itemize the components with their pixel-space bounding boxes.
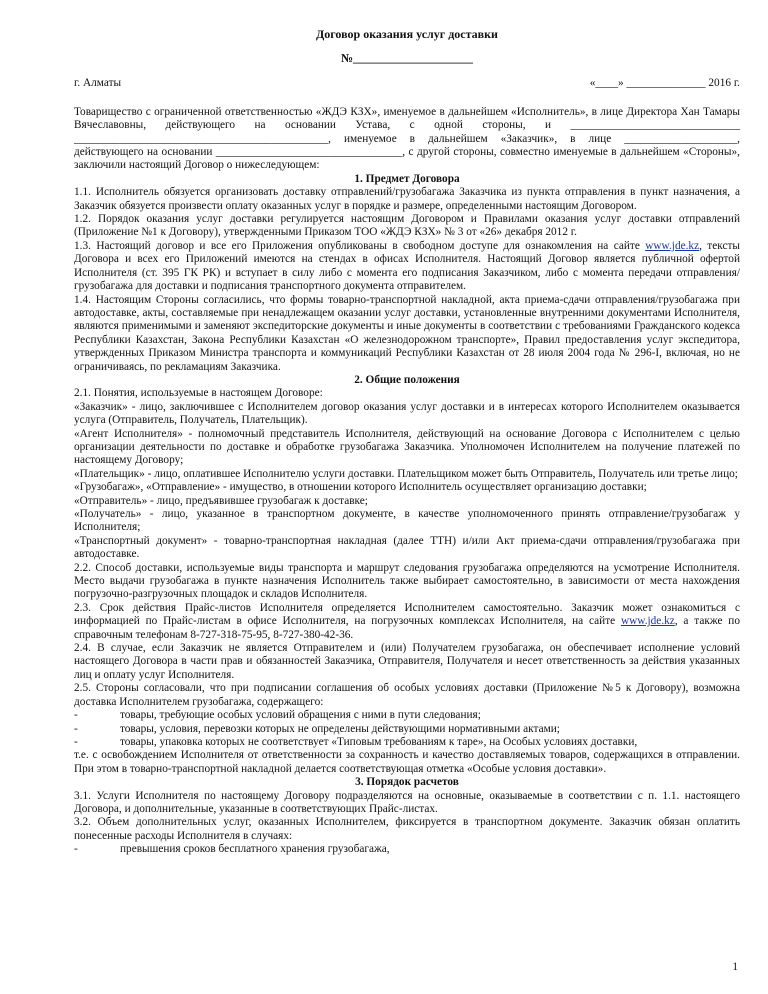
dash-marker: - bbox=[74, 709, 78, 722]
definition-agent: «Агент Исполнителя» - полномочный представитель Исполнителя, действующий на основание Договора с Исполнителем с целью организации деятельности по доставке и обработке грузобагажа Заказчика. Уполномочен Исполнителем на получение платежей по настоящему Договору; bbox=[74, 427, 740, 467]
clause-2-5: 2.5. Стороны согласовали, что при подписании соглашения об особых условиях доставки (Приложение №5 к Договору), возможна доставка Исполнителем грузобагажа, содержащего: bbox=[74, 682, 740, 708]
clause-1-2: 1.2. Порядок оказания услуг доставки регулируется настоящим Договором и Правилами оказания услуг доставки отправлений (Приложение №1 к Договору), утвержденными Приказом ТОО «ЖДЭ КЗХ» № 3 от «26» декабря 2012 г. bbox=[74, 213, 740, 239]
dash-marker: - bbox=[74, 722, 78, 735]
website-link-2[interactable]: www.jde.kz bbox=[620, 615, 675, 628]
clause-1-4: 1.4. Настоящим Стороны согласились, что формы товарно-транспортной накладной, акта приема-сдачи отправления/грузобагажа при автодоставке, акты, составляемые при ненадлежащем оказании услуг доставки, установленные внутренними документами Исполнителя, являются применимыми и заменяют экспедиторские документы и иные документы в соответствии с требованиями Гражданского кодекса Республики Казахстан, Закона Республики Казахстан «О железнодорожном транспорте», Правил предоставления услуг экспедитора, утвержденных Приказом Министра транспорта и коммуникаций Республики Казахстан от 28 июля 2004 года № 296-I, включая, но не ограничиваясь, по рекламациям Заказчика. bbox=[74, 293, 740, 373]
list-item bbox=[74, 709, 740, 722]
definition-transport-document: «Транспортный документ» - товарно-транспортная накладная (далее ТТН) и/или Акт приема-сдачи отправления/грузобагажа при автодоставке. bbox=[74, 534, 740, 561]
section-3-title: 3. Порядок расчетов bbox=[355, 776, 459, 789]
clause-1-1: 1.1. Исполнитель обязуется организовать доставку отправлений/грузобагажа Заказчика из пункта отправления в пункт назначения, а Заказчик обязуется произвести оплату оказанных услуг в порядке и размере, определенными настоящим Договором. bbox=[74, 186, 740, 212]
list-item-text: товары, упаковка которых не соответствует «Типовым требованиям к таре», на Особых условиях доставки, bbox=[120, 735, 638, 748]
contract-date: «____» ______________ 2016 г. bbox=[589, 77, 740, 90]
list-item-text: товары, требующие особых условий обращения с ними в пути следования; bbox=[120, 709, 481, 722]
list-item-text: товары, условия, перевозки которых не определены действующими нормативными актами; bbox=[120, 722, 560, 735]
clause-3-1: 3.1. Услуги Исполнителя по настоящему Договору подразделяются на основные, оказываемые в соответствии с п. 1.1. настоящего Договора, и дополнительные, указанные в соответствующих Прайс-листах. bbox=[74, 789, 740, 815]
definition-recipient: «Получатель» - лицо, указанное в транспортном документе, в качестве уполномоченного принять отправление/грузобагаж у Исполнителя; bbox=[74, 508, 740, 534]
clause-2-4: 2.4. В случае, если Заказчик не является Отправителем и (или) Получателем грузобагажа, он обеспечивает исполнение условий настоящего Договора в части прав и обязанностей Заказчика, Отправителя, Получателя и несет ответственность за действия указанных лиц и оплату услуг Исполнителя. bbox=[74, 642, 740, 681]
definition-customer: «Заказчик» - лицо, заключившее с Исполнителем договор оказания услуг доставки и в интересах которого Исполнителем оказывается услуга (Отправитель, Получатель, Плательщик). bbox=[74, 400, 740, 427]
clause-2-3 bbox=[74, 602, 740, 642]
clause-1-3-start: 1.3. Настоящий договор и все его Приложения опубликованы в свободном доступе для ознакомления на сайте bbox=[74, 239, 646, 252]
city: г. Алматы bbox=[74, 77, 122, 90]
intro-paragraph: Товарищество с ограниченной ответственностью «ЖДЭ КЗХ», именуемое в дальнейшем «Исполнитель», в лице Директора Хан Тамары Вячеславовны, действующего на основании Устава, с одной стороны, и ______________________________ _____________________________________________, именуемое в дальнейшем «Заказчик», в лице ____________________, действующего на основании _________________________________, с другой стороны, совместно именуемые в дальнейшем «Стороны», заключили настоящий Договор о нижеследующем: bbox=[74, 105, 740, 172]
section-1-title: 1. Предмет Договора bbox=[354, 172, 460, 185]
list-item bbox=[74, 723, 740, 736]
clause-1-3-end: , тексты Договора и всех его Приложений имеются на стендах в офисах Исполнителя. Настоящий Договор является публичной офертой Исполнителя (ст. 395 ГК РК) и вступает в силу либо с момента его подписания Заказчиком, либо с момента передачи отправления/грузобагажа для доставки и подписания транспортного документа отправителем. bbox=[74, 239, 740, 293]
definition-payer: «Плательщик» - лицо, оплатившее Исполнителю услуги доставки. Плательщиком может быть Отправитель, Получатель или третье лицо; bbox=[74, 467, 738, 480]
clause-1-3 bbox=[74, 240, 740, 294]
list-item bbox=[74, 736, 740, 749]
dash-marker: - bbox=[74, 843, 78, 856]
definition-sender: «Отправитель» - лицо, предъявившее грузобагаж к доставке; bbox=[74, 494, 368, 507]
definition-cargo: «Грузобагаж», «Отправление» - имущество, в отношении которого Исполнитель осуществляет организацию доставки; bbox=[74, 481, 647, 494]
list-item-continuation: т.е. с освобождением Исполнителя от ответственности за сохранность и качество доставляемых товаров, содержащихся в отправлении. При этом в товарно-транспортной накладной делается соответствующая отметка «Особые условия доставки». bbox=[74, 749, 740, 775]
section-2-title: 2. Общие положения bbox=[354, 373, 460, 386]
document-title: Договор оказания услуг доставки bbox=[316, 27, 498, 41]
page-number: 1 bbox=[732, 961, 738, 973]
contract-number: №____________________ bbox=[340, 51, 474, 65]
website-link[interactable]: www.jde.kz bbox=[645, 239, 700, 252]
document-body bbox=[74, 27, 740, 857]
clause-2-2: 2.2. Способ доставки, используемые виды транспорта и маршрут следования грузобагажа определяются на усмотрение Исполнителя. Место выдачи грузобагажа в пункте назначения Исполнитель также выбирает самостоятельно, в зависимости от места нахождения погрузочно-разгрузочных площадок и складов Исполнителя. bbox=[74, 561, 740, 601]
list-item bbox=[74, 843, 740, 856]
dash-marker: - bbox=[74, 735, 78, 748]
clause-3-2: 3.2. Объем дополнительных услуг, оказанных Исполнителем, фиксируется в транспортном документе. Заказчик обязан оплатить понесенные расходы Исполнителя в случаях: bbox=[74, 816, 740, 842]
clause-2-1: 2.1. Понятия, используемые в настоящем Договоре: bbox=[74, 387, 323, 400]
list-item-text: превышения сроков бесплатного хранения грузобагажа, bbox=[120, 843, 390, 856]
clause-2-3-start: 2.3. Срок действия Прайс-листов Исполнителя определяется Исполнителем самостоятельно. Заказчик может ознакомиться с информацией по Прайс-листам в офисе Исполнителя, на погрузочных комплексах Исполнителя, на сайте bbox=[74, 601, 740, 628]
place-date-row bbox=[74, 77, 740, 90]
clause-2-3-end: , а также по справочным телефонам 8-727-318-75-95, 8-727-380-42-36. bbox=[74, 615, 740, 641]
